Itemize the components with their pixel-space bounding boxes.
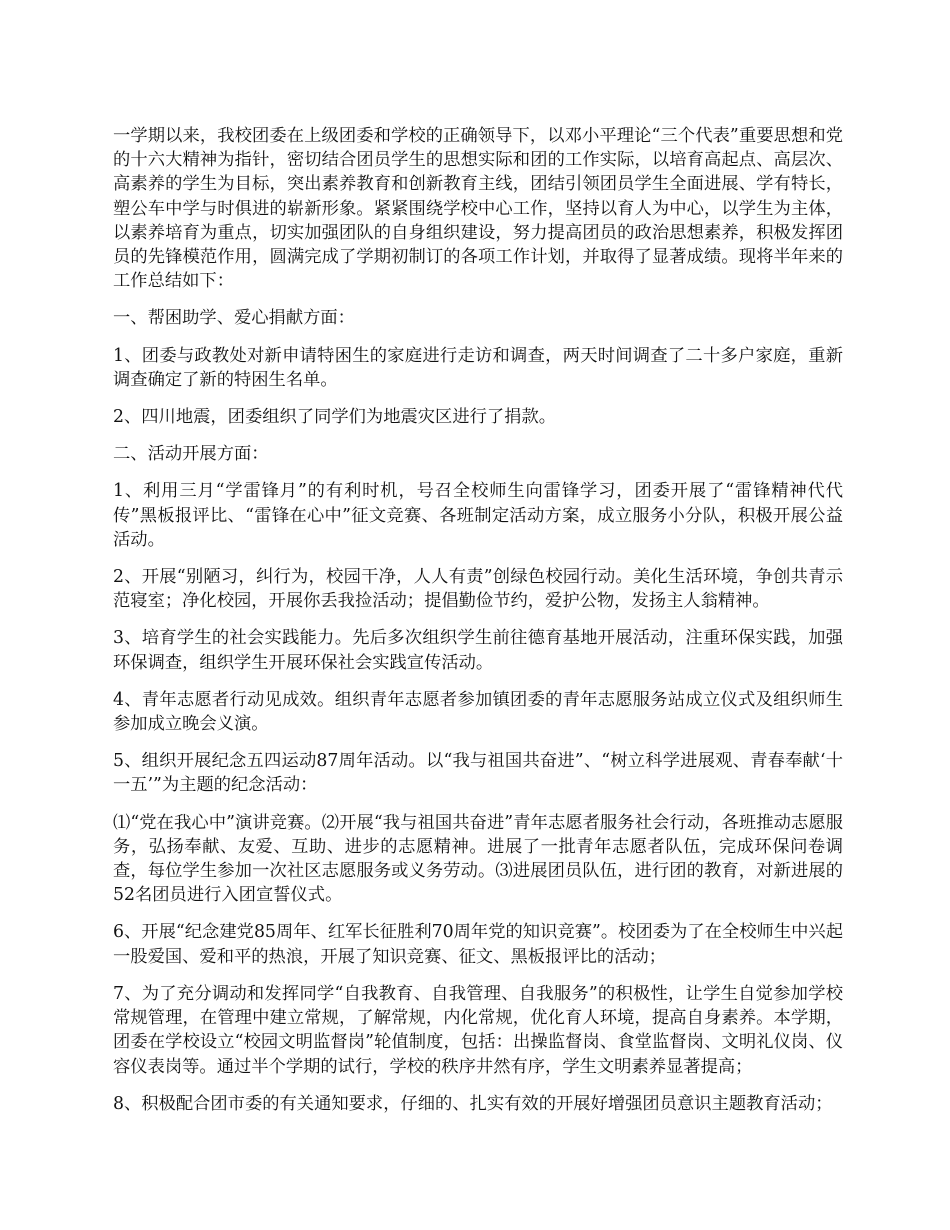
aid-item-2: 2、四川地震，团委组织了同学们为地震灾区进行了捐款。 <box>113 407 557 428</box>
activity-item-5: 5、组织开展纪念五四运动87周年活动。以“我与祖国共奋进”、“树立科学进展观、青春奉献‘十一五’”为主题的纪念活动： <box>113 751 843 796</box>
activity-item-4: 4、青年志愿者行动见成效。组织青年志愿者参加镇团委的青年志愿服务站成立仪式及组织师生参加成立晚会义演。 <box>113 689 843 735</box>
activity-item-5-details: ⑴“党在我心中”演讲竞赛。⑵开展“我与祖国共奋进”青年志愿者服务社会行动，各班推动志愿服务，弘扬奉献、友爱、互助、进步的志愿精神。进展了一批青年志愿者队伍，完成环保问卷调查，每位学生参加一次社区志愿服务或义务劳动。⑶进展团员队伍，进行团的教育，对新进展的52名团员进行入团宣誓仪式。 <box>113 812 843 906</box>
section-heading-activities: 二、活动开展方面： <box>113 444 269 465</box>
activity-item-6: 6、开展“纪念建党85周年、红军长征胜利70周年党的知识竞赛”。校团委为了在全校师生中兴起一股爱国、爱和平的热浪，开展了知识竞赛、征文、黑板报评比的活动； <box>113 922 843 967</box>
aid-item-1: 1、团委与政教处对新申请特困生的家庭进行走访和调查，两天时间调查了二十多户家庭，重新调查确定了新的特困生名单。 <box>113 345 843 390</box>
activity-item-1: 1、利用三月“学雷锋月”的有利时机，号召全校师生向雷锋学习，团委开展了“雷锋精神代代传”黑板报评比、“雷锋在心中”征文竞赛、各班制定活动方案，成立服务小分队，积极开展公益活动。 <box>113 481 843 550</box>
activity-item-8: 8、积极配合团市委的有关通知要求，仔细的、扎实有效的开展好增强团员意识主题教育活动； <box>113 1093 833 1114</box>
activity-item-7: 7、为了充分调动和发挥同学“自我教育、自我管理、自我服务”的积极性，让学生自觉参加学校常规管理，在管理中建立常规，了解常规，内化常规，优化育人环境，提高自身素养。本学期，团委在学校设立“校园文明监督岗”轮值制度，包括：出操监督岗、食堂监督岗、文明礼仪岗、仪容仪表岗等。通过半个学期的试行，学校的秩序井然有序，学生文明素养显著提高； <box>113 983 843 1077</box>
document-page <box>113 124 843 1129</box>
activity-item-3: 3、培育学生的社会实践能力。先后多次组织学生前往德育基地开展活动，注重环保实践，加强环保调查，组织学生开展环保社会实践宣传活动。 <box>113 628 843 673</box>
activity-item-2: 2、开展“别陋习，纠行为，校园干净，人人有责”创绿色校园行动。美化生活环境，争创共青示范寝室；净化校园，开展你丢我捡活动；提倡勤俭节约，爱护公物，发扬主人翁精神。 <box>113 567 843 612</box>
section-heading-poverty-aid: 一、帮困助学、爱心捐献方面： <box>113 308 355 329</box>
intro-paragraph: 一学期以来，我校团委在上级团委和学校的正确领导下，以邓小平理论“三个代表”重要思想和党的十六大精神为指针，密切结合团员学生的思想实际和团的工作实际，以培育高起点、高层次、高素养的学生为目标，突出素养教育和创新教育主线，团结引领团员学生全面进展、学有特长，塑公车中学与时俱进的崭新形象。紧紧围绕学校中心工作，坚持以育人为中心，以学生为主体，以素养培育为重点，切实加强团队的自身组织建设，努力提高团员的政治思想素养，积极发挥团员的先锋模范作用，圆满完成了学期初制订的各项工作计划，并取得了显著成绩。现将半年来的工作总结如下： <box>113 126 843 292</box>
